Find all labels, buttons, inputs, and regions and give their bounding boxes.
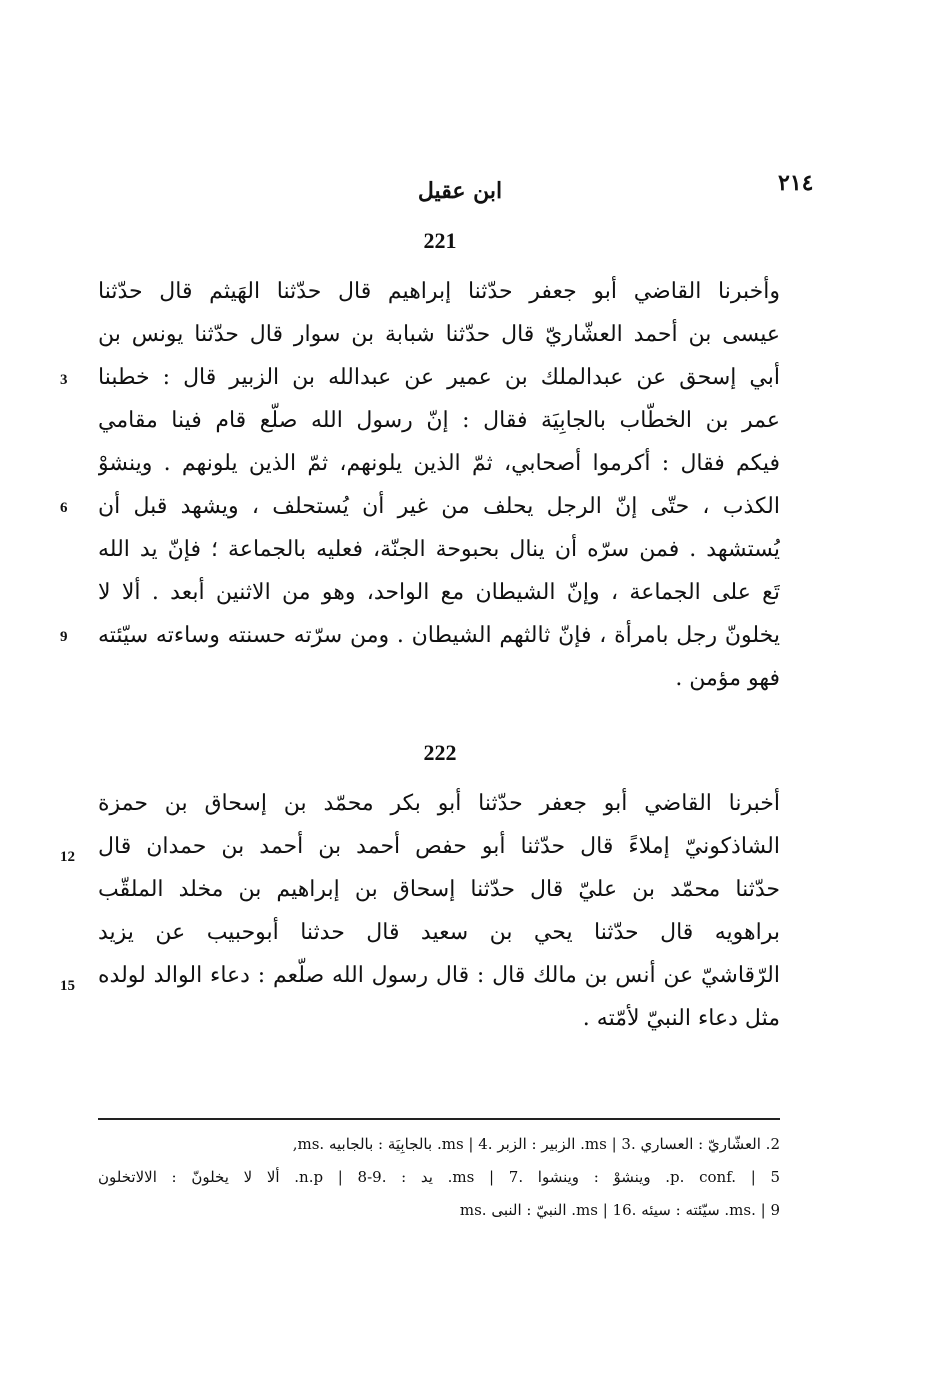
entry-222-text xyxy=(98,782,780,1040)
text-line: براهويه قال حدّثنا يحي بن سعيد قال حدثنا أبوحبيب عن يزيد xyxy=(98,920,780,945)
text-line: أخبرنا القاضي أبو جعفر حدّثنا أبو بكر محمّد بن إسحاق بن حمزة xyxy=(98,791,780,816)
line-number: 6 xyxy=(60,500,68,516)
text-line: وأخبرنا القاضي أبو جعفر حدّثنا إبراهيم قال حدّثنا الهَيثم قال حدّثنا xyxy=(98,279,780,304)
text-line: تَع على الجماعة ، وإنّ الشيطان مع الواحد، وهو من الاثنين أبعد . ألا لا xyxy=(98,580,780,605)
text-line: عمر بن الخطّاب بالجابِيَة فقال : إنّ رسول الله صلّع قام فينا مقامي xyxy=(98,408,780,433)
footnote-line: 2. العشّاريّ : العساري .ms | 3. الزبير : الزبر .ms | 4. بالجابِيَة : بالجابيه .ms, xyxy=(292,1135,780,1153)
text-line: يُستشهد . فمن سرّه أن ينال بحبوحة الجنّة، فعليه بالجماعة ؛ فإنّ يد الله xyxy=(98,537,780,562)
line-number: 3 xyxy=(60,372,68,388)
entry-221-text xyxy=(98,270,780,700)
line-number: 9 xyxy=(60,629,68,645)
page-number: ٢١٤ xyxy=(778,170,814,196)
line-number: 15 xyxy=(60,978,75,994)
text-line: عيسى بن أحمد العشّاريّ قال حدّثنا شبابة بن سوار قال حدّثنا يونس بن xyxy=(98,322,780,347)
text-line: الكذب ، حتّى إنّ الرجل يحلف من غير أن يُستحلف ، ويشهد قبل أن xyxy=(98,494,780,519)
entry-number-221: 221 xyxy=(423,228,457,253)
text-line: يخلونّ رجل بامرأة ، فإنّ ثالثهم الشيطان . ومن سرّته حسنته وساءته سيّئته xyxy=(98,623,780,648)
footnote-line: p. conf. | 5. وينشوْ : وينشوا .ms | 7. يد : .n.p | 8-9. ألا لا يخلونّ : الالاتخلون xyxy=(98,1168,780,1186)
footnote-rule xyxy=(98,1118,780,1120)
text-line: مثل دعاء النبيّ لأمّته . xyxy=(582,1006,780,1031)
footnote-line: ms. | 9. سيّئته : سيئه .ms | 16. النبيّ : النبى .ms xyxy=(459,1201,780,1219)
text-line: الشاذكونيّ إملاءً قال حدّثنا أبو حفص أحمد بن أحمد بن حمدان قال xyxy=(98,834,780,859)
text-line: الرّقاشيّ عن أنس بن مالك قال : قال رسول الله صلّعم : دعاء الوالد لولده xyxy=(98,963,780,988)
text-line: أبي إسحق عن عبدالملك بن عمير عن عبدالله بن الزبير قال : خطبنا xyxy=(98,365,780,390)
footnotes xyxy=(98,1128,780,1227)
text-line: فيكم فقال : أكرموا أصحابي، ثمّ الذين يلونهم، ثمّ الذين يلونهم . وينشوْ xyxy=(98,451,780,476)
text-line: فهو مؤمن . xyxy=(675,666,780,691)
line-number: 12 xyxy=(60,849,75,865)
running-head: ابن عقيل xyxy=(417,178,503,204)
text-line: حدّثنا محمّد بن عليّ قال حدّثنا إسحاق بن إبراهيم بن مخلد الملقّب xyxy=(98,877,780,902)
entry-number-222: 222 xyxy=(423,740,457,765)
